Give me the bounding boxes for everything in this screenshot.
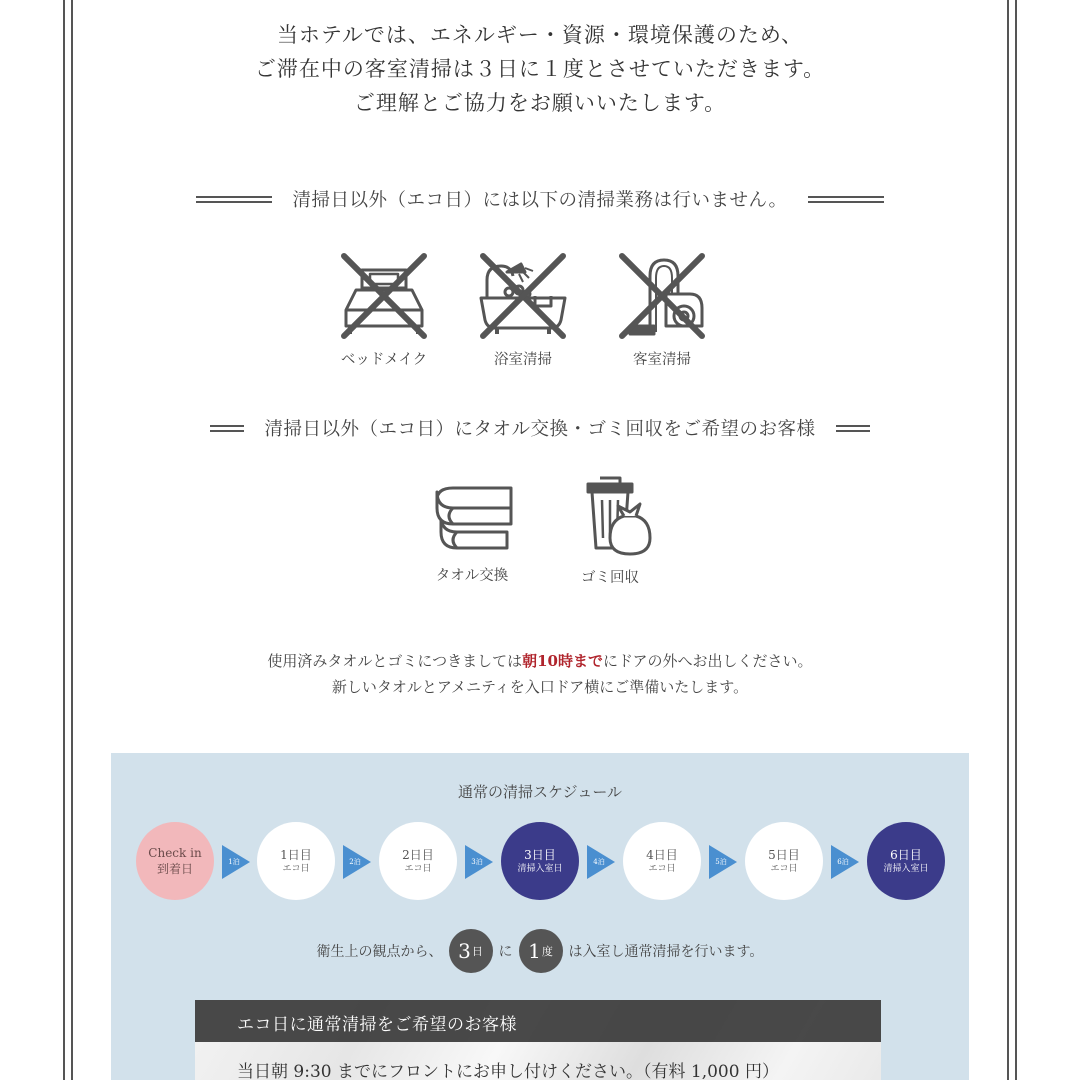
schedule-timeline (111, 822, 969, 902)
badge-number: 1 (528, 939, 541, 963)
item-trash-collection (545, 472, 675, 587)
day-4 (623, 822, 701, 900)
day-label: 5日目 (768, 847, 800, 862)
badge-unit: 度 (541, 945, 553, 958)
schedule-panel (111, 753, 969, 1080)
day-label: 4日目 (646, 847, 678, 862)
day-checkin (136, 822, 214, 900)
badge-number: 3 (458, 939, 471, 963)
eco-day-request-box (195, 1000, 881, 1080)
day-label: 1日目 (280, 847, 312, 862)
day-3-cleaning (501, 822, 579, 900)
item-bath-cleaning (458, 250, 588, 369)
night-arrow (222, 845, 250, 879)
schedule-title: 通常の清掃スケジュール (457, 783, 623, 801)
bathtub-icon (475, 250, 571, 342)
day-6-cleaning (867, 822, 945, 900)
day-label: 6日目 (890, 847, 922, 862)
section-heading-no-cleaning (0, 186, 1080, 212)
day-sublabel: エコ日 (282, 863, 310, 874)
notice-text-part: 使用済みタオルとゴミにつきましては (267, 652, 523, 670)
double-rule (836, 425, 870, 432)
page-frame-left (63, 0, 73, 1080)
notice-text-part: にドアの外へお出しください。 (603, 652, 813, 670)
day-5 (745, 822, 823, 900)
night-label: 6泊 (837, 858, 849, 866)
night-arrow (709, 845, 737, 879)
item-label: 客室清掃 (633, 352, 691, 368)
trash-can-icon (562, 472, 658, 560)
day-2 (379, 822, 457, 900)
day-label: Check in (148, 846, 202, 860)
night-arrow (587, 845, 615, 879)
notice-deadline-highlight: 朝10時まで (522, 652, 603, 670)
cleaning-rule (111, 929, 969, 973)
item-label: タオル交換 (435, 568, 509, 584)
night-label: 5泊 (715, 858, 727, 866)
intro-text (0, 18, 1080, 120)
night-arrow (831, 845, 859, 879)
eco-request-body: 当日朝 9:30 までにフロントにお申し付けください。（有料 1,000 円） (237, 1062, 779, 1080)
night-label: 2泊 (349, 858, 361, 866)
item-bed-making (319, 250, 449, 369)
towel-icon (427, 478, 517, 558)
rule-text: は入室し通常清掃を行います。 (568, 944, 764, 960)
item-towel-exchange (407, 478, 537, 585)
double-rule (808, 196, 884, 203)
intro-line: ご理解とご協力をお願いいたします。 (353, 91, 727, 115)
eco-request-title: エコ日に通常清掃をご希望のお客様 (237, 1015, 517, 1035)
section-title: 清掃日以外（エコ日）にタオル交換・ゴミ回収をご希望のお客様 (264, 419, 816, 440)
day-sublabel: 清掃入室日 (883, 863, 929, 874)
badge-1-time (519, 929, 563, 973)
intro-line: ご滞在中の客室清掃は３日に１度とさせていただきます。 (254, 57, 826, 81)
day-sublabel: エコ日 (648, 863, 676, 874)
rule-text: に (498, 944, 513, 960)
section-title: 清掃日以外（エコ日）には以下の清掃業務は行いません。 (292, 190, 788, 211)
notice-line (0, 648, 1080, 674)
item-room-cleaning (597, 250, 727, 369)
rule-text: 衛生上の観点から、 (316, 944, 443, 960)
day-1 (257, 822, 335, 900)
section-heading-towel-trash (0, 415, 1080, 441)
badge-unit: 日 (471, 945, 483, 958)
day-sublabel: エコ日 (404, 863, 432, 874)
item-label: 浴室清掃 (494, 352, 552, 368)
bed-icon (336, 250, 432, 342)
badge-3-days (449, 929, 493, 973)
notice-line: 新しいタオルとアメニティを入口ドア横にご準備いたします。 (331, 678, 749, 696)
day-sublabel: 到着日 (156, 862, 193, 876)
item-label: ベッドメイク (340, 352, 428, 368)
day-label: 3日目 (524, 847, 556, 862)
double-rule (210, 425, 244, 432)
item-label: ゴミ回収 (581, 570, 639, 586)
day-sublabel: 清掃入室日 (517, 863, 563, 874)
night-label: 3泊 (471, 858, 483, 866)
night-label: 1泊 (228, 858, 240, 866)
night-arrow (343, 845, 371, 879)
night-label: 4泊 (593, 858, 605, 866)
night-arrow (465, 845, 493, 879)
page-frame-right (1007, 0, 1017, 1080)
double-rule (196, 196, 272, 203)
vacuum-cleaner-icon (614, 250, 710, 342)
day-sublabel: エコ日 (770, 863, 798, 874)
notice-text (0, 648, 1080, 700)
intro-line: 当ホテルでは、エネルギー・資源・環境保護のため、 (276, 23, 804, 47)
day-label: 2日目 (402, 847, 434, 862)
